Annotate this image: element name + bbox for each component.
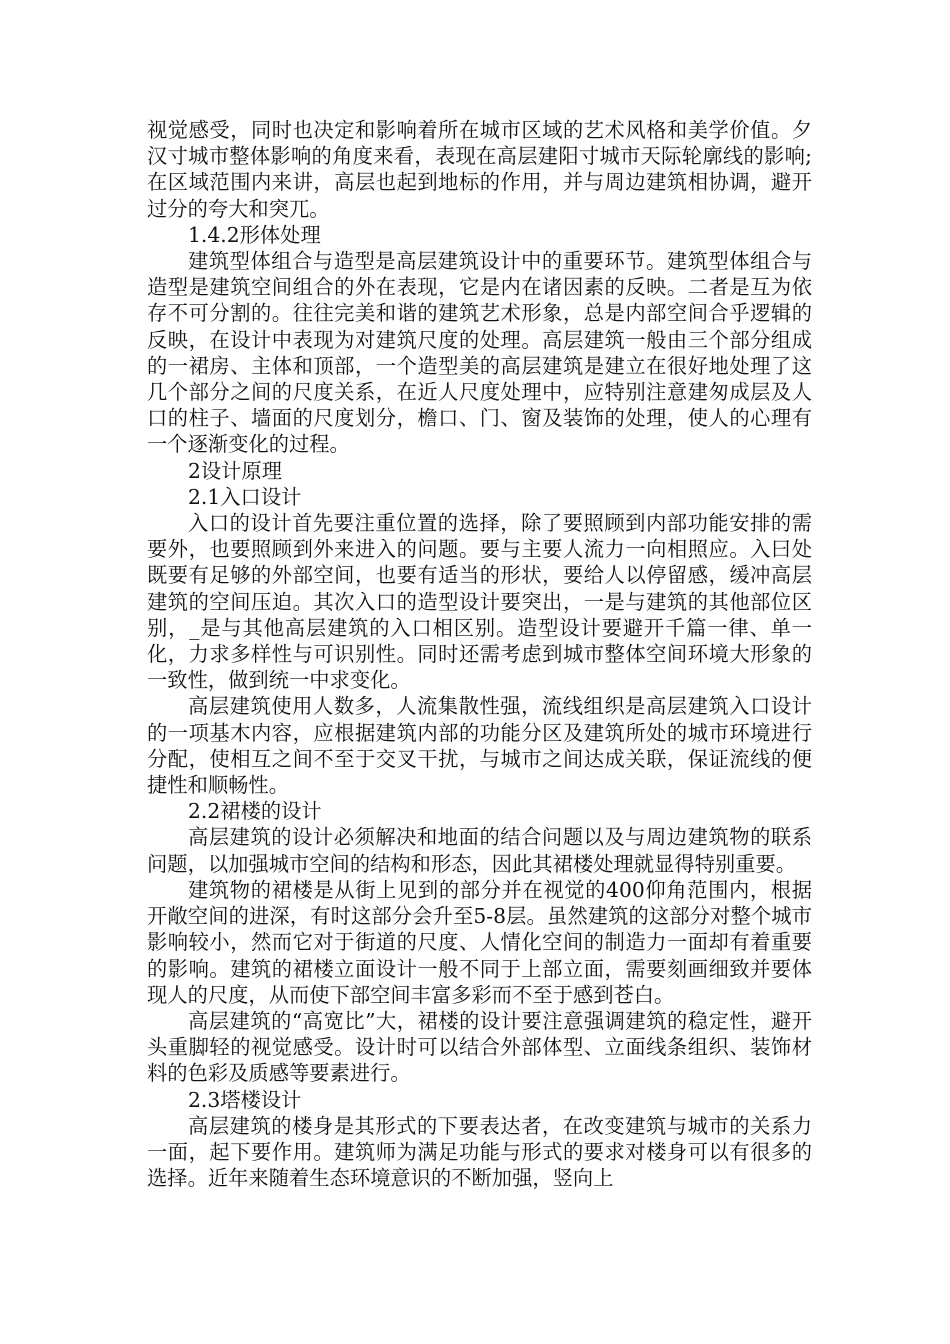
section-heading-2-3: 2.3塔楼设计 bbox=[188, 1087, 302, 1112]
section-heading-2-2: 2.2裙楼的设计 bbox=[188, 799, 322, 824]
section-heading-2-1: 2.1入口设计 bbox=[188, 484, 302, 509]
paragraph-tower-design: 高层建筑的楼身是其形式的下要表达者，在改变建筑与城市的关系力一面，起下要作用。建筑师为满足功能与形式的要求对楼身可以有很多的选择。近年来随着生态环境意识的不断加强，竖向上 bbox=[147, 1113, 812, 1191]
paragraph-podium-intro: 高层建筑的设计必须解决和地面的结合问题以及与周边建筑物的联系问题，以加强城市空间的结构和形态，因此其裙楼处理就显得特别重要。 bbox=[147, 825, 812, 876]
paragraph-form-treatment: 建筑型体组合与造型是高层建筑设计中的重要环节。建筑型体组合与造型是建筑空间组合的外在表现，它是内在诸因素的反映。二者是互为依存不可分割的。往往完美和谐的建筑艺术形象，总是内部空间合乎逻辑的反映，在设计中表现为对建筑尺度的处理。高层建筑一般由三个部分组成的一裙房、主体和顶部，一个造型美的高层建筑是建立在很好地处理了这几个部分之间的尺度关系，在近人尺度处理中，应特别注意建匆成层及人口的柱子、墙面的尺度划分，檐口、门、窗及装饰的处理，使人的心理有一个逐渐变化的过程。 bbox=[147, 249, 812, 457]
paragraph-entrance-design: 入口的设计首先要注重位置的选择，除了要照顾到内部功能安排的需要外，也要照顾到外来进入的问题。要与主要人流力一向相照应。入曰处既要有足够的外部空间，也要有适当的形状，要给人以停留感，缓冲高层建筑的空间压迫。其次入口的造型设计要突出，一是与建筑的其他部位区别，_是与其他高层建筑的入口相区别。造型设计要避开千篇一律、单一化，力求多样性与可识别性。同时还需考虑到城市整体空间环境大形象的一致性，做到统一中求变化。 bbox=[147, 511, 812, 693]
paragraph-podium-street: 建筑物的裙楼是从街上见到的部分并在视觉的400仰角范围内，根据开敞空间的进深，有时这部分会升至5-8层。虽然建筑的这部分对整个城市影响较小，然而它对于街道的尺度、人情化空间的制造力一面却有着重要的影响。建筑的裙楼立面设计一般不同于上部立面，需要刻画细致并要体现人的尺度，从而使下部空间丰富多彩而不至于感到苍白。 bbox=[147, 877, 812, 1007]
document-page bbox=[147, 117, 812, 1191]
paragraph-podium-ratio: 高层建筑的“高宽比”大，裙楼的设计要注意强调建筑的稳定性，避开头重脚轻的视觉感受。设计时可以结合外部体型、立面线条组织、装饰材料的色彩及质感等要素进行。 bbox=[147, 1008, 812, 1086]
section-heading-2: 2设计原理 bbox=[188, 458, 283, 483]
paragraph-entrance-flow: 高层建筑使用人数多，人流集散性强，流线组织是高层建筑入口设计的一项基木内容，应根据建筑内部的功能分区及建筑所处的城市环境进行分配，使相互之间不至于交叉干扰，与城市之间达成关联，保证流线的便捷性和顺畅性。 bbox=[147, 694, 812, 798]
paragraph-intro-continuation: 视觉感受，同时也决定和影响着所在城市区域的艺术风格和美学价值。夕汉寸城市整体影响的角度来看，表现在高层建阳寸城市天际轮廓线的影响;在区域范围内来讲，高层也起到地标的作用，并与周边建筑相协调，避开过分的夸大和突兀。 bbox=[147, 118, 812, 221]
section-heading-1-4-2: 1.4.2形体处理 bbox=[188, 222, 321, 247]
